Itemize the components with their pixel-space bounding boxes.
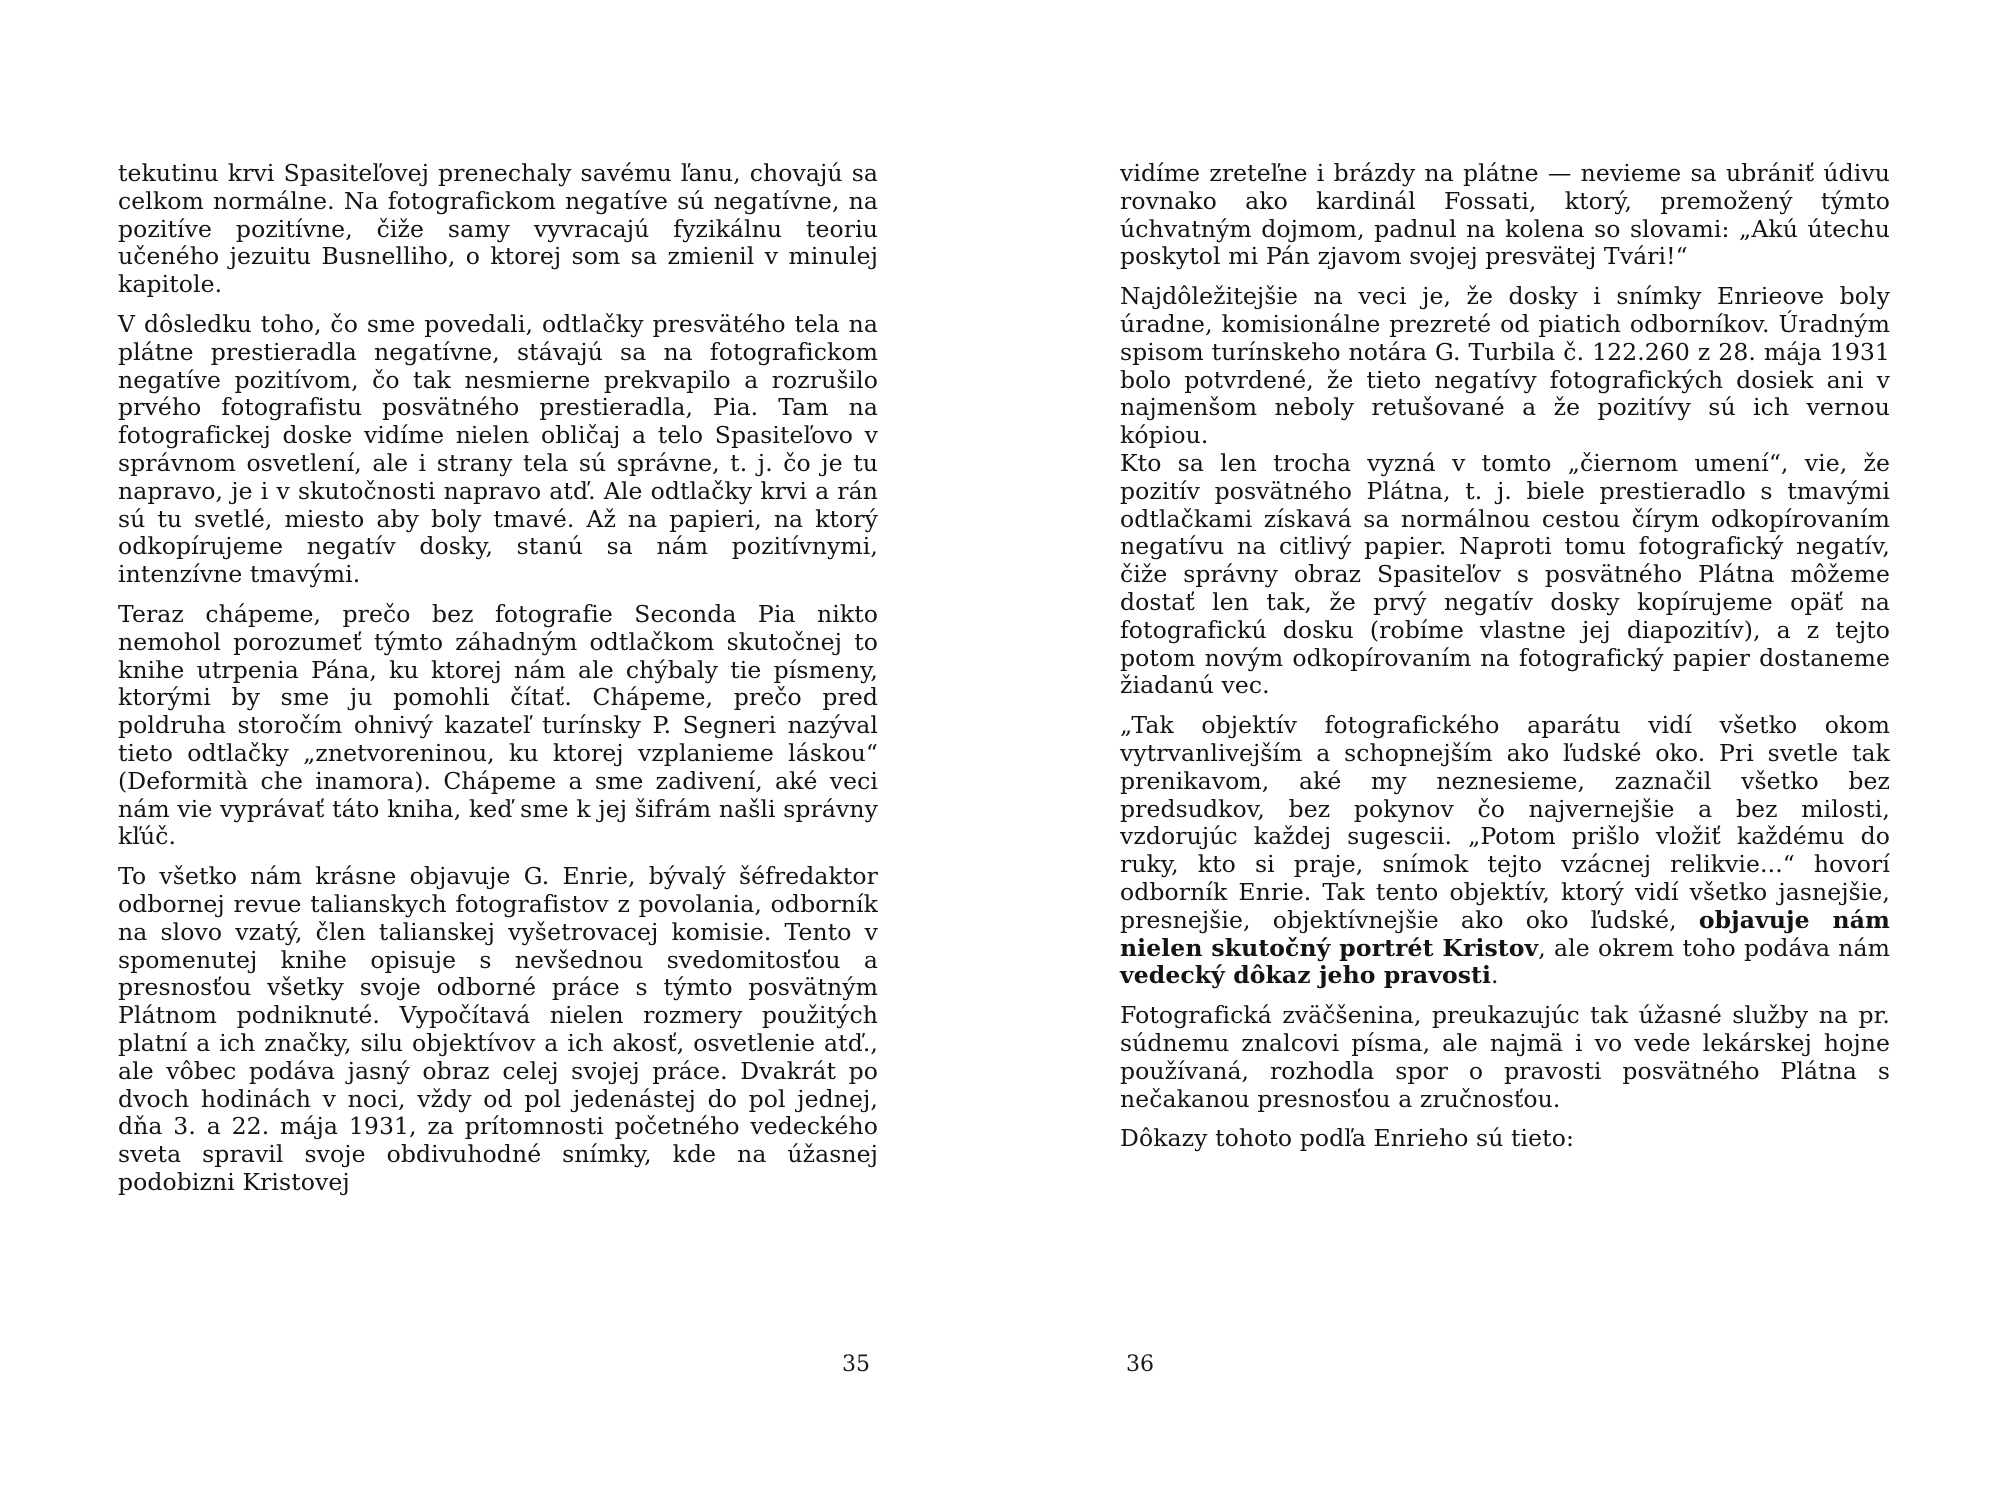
paragraph: tekutinu krvi Spasiteľovej prenechaly savému ľanu, chovajú sa celkom normálne. Na fotografickom negatíve sú negatívne, na pozitíve pozitívne, čiže samy vyvracajú fyzikálnu teoriu učeného jezuitu Busnelliho, o ktorej som sa zmienil v minulej kapitole.	[118, 159, 878, 299]
text-run: „Tak objektív fotografického aparátu vidí všetko okom vytrvanlivejším a schopnejším ako ľudské oko. Pri svetle tak prenikavom, aké my neznesieme, zaznačil všetko bez predsudkov, bez pokynov čo najvernejšie a bez milosti, vzdorujúc každej sugescii. „Potom prišlo vložiť každému do ruky, kto si praje, snímok tejto vzácnej relikvie...“ hovorí odborník Enrie. Tak tento objektív, ktorý vidí všetko jasnejšie, presnejšie, objektívnejšie ako oko ľudské,	[1120, 711, 1890, 934]
paragraph: To všetko nám krásne objavuje G. Enrie, bývalý šéfredaktor odbornej revue talianskych fotografistov z povolania, odborník na slovo vzatý, člen talianskej vyšetrovacej komisie. Tento v spomenutej knihe opisuje s nevšednou svedomitosťou a presnosťou všetky svoje odborné práce s týmto posvätným Plátnom podniknuté. Vypočítavá nielen rozmery použitých platní a ich značky, silu objektívov a ich akosť, osvetlenie atď., ale vôbec podáva jasný obraz celej svojej práce. Dvakrát po dvoch hodinách v noci, vždy od pol jedenástej do pol jednej, dňa 3. a 22. mája 1931, za prítomnosti početného vedeckého sveta spravil svoje obdivuhodné snímky, kde na úžasnej podobizni Kristovej	[118, 862, 878, 1196]
paragraph: V dôsledku toho, čo sme povedali, odtlačky presvätého tela na plátne prestieradla negatívne, stávajú sa na fotografickom negatíve pozitívom, čo tak nesmierne prekvapilo a rozrušilo prvého fotografistu posvätného prestieradla, Pia. Tam na fotografickej doske vidíme nielen obličaj a telo Spasiteľovo v správnom osvetlení, ale i strany tela sú správne, t. j. čo je tu napravo, je i v skutočnosti napravo atď. Ale odtlačky krvi a rán sú tu svetlé, miesto aby boly tmavé. Až na papieri, na ktorý odkopírujeme negatív dosky, stanú sa nám pozitívnymi, intenzívne tmavými.	[118, 309, 878, 589]
page-number-left: 35	[842, 1352, 870, 1377]
emphasized-text: vedecký dôkaz jeho pravosti	[1120, 961, 1492, 990]
right-page	[1120, 160, 1890, 1153]
paragraph-with-emphasis	[1120, 712, 1890, 990]
paragraph: Najdôležitejšie na veci je, že dosky i snímky Enrieove boly úradne, komisionálne prezreté od piatich odborníkov. Úradným spisom turínskeho notára G. Turbila č. 122.260 z 28. mája 1931 bolo potvrdené, že tieto negatívy fotografických dosiek ani v najmenšom neboly retušované a že pozitívy sú ich vernou kópiou.	[1120, 282, 1890, 450]
emphasized-text: objavuje nám nielen skutočný portrét Kristov	[1120, 905, 1891, 962]
paragraph: Kto sa len trocha vyzná v tomto „čiernom umení“, vie, že pozitív posvätného Plátna, t. j. biele prestieradlo s tmavými odtlačkami získavá sa normálnou cestou čírym odkopírovaním negatívu na citlivý papier. Naproti tomu fotografický negatív, čiže správny obraz Spasiteľov s posvätného Plátna môžeme dostať len tak, že prvý negatív dosky kopírujeme opäť na fotografickú dosku (robíme vlastne jej diapozitív), a z tejto potom novým odkopírovaním na fotografický papier dostaneme žiadanú vec.	[1120, 448, 1890, 700]
text-run: .	[1491, 961, 1499, 990]
paragraph: Dôkazy tohoto podľa Enrieho sú tieto:	[1120, 1124, 1574, 1153]
paragraph: Fotografická zväčšenina, preukazujúc tak úžasné služby na pr. súdnemu znalcovi písma, ale najmä i vo vede lekárskej hojne používaná, rozhodla spor o pravosti posvätného Plátna s nečakanou presnosťou a zručnosťou.	[1120, 1001, 1890, 1113]
text-run: , ale okrem toho podáva nám	[1538, 933, 1890, 962]
paragraph: Teraz chápeme, prečo bez fotografie Seconda Pia nikto nemohol porozumeť týmto záhadným odtlačkom skutočnej to knihe utrpenia Pána, ku ktorej nám ale chýbaly tie písmeny, ktorými by sme ju pomohli čítať. Chápeme, prečo pred poldruha storočím ohnivý kazateľ turínsky P. Segneri nazýval tieto odtlačky „znetvoreninou, ku ktorej vzplanieme láskou“ (Deformità che inamora). Chápeme a sme zadivení, aké veci nám vie vyprávať táto kniha, keď sme k jej šifrám našli správny kľúč.	[118, 599, 878, 851]
page-number-right: 36	[1126, 1352, 1154, 1377]
left-page	[118, 160, 878, 1197]
paragraph: vidíme zreteľne i brázdy na plátne — nevieme sa ubrániť údivu rovnako ako kardinál Fossati, ktorý, premožený týmto úchvatným dojmom, padnul na kolena so slovami: „Akú útechu poskytol mi Pán zjavom svojej presvätej Tvári!“	[1120, 159, 1890, 271]
